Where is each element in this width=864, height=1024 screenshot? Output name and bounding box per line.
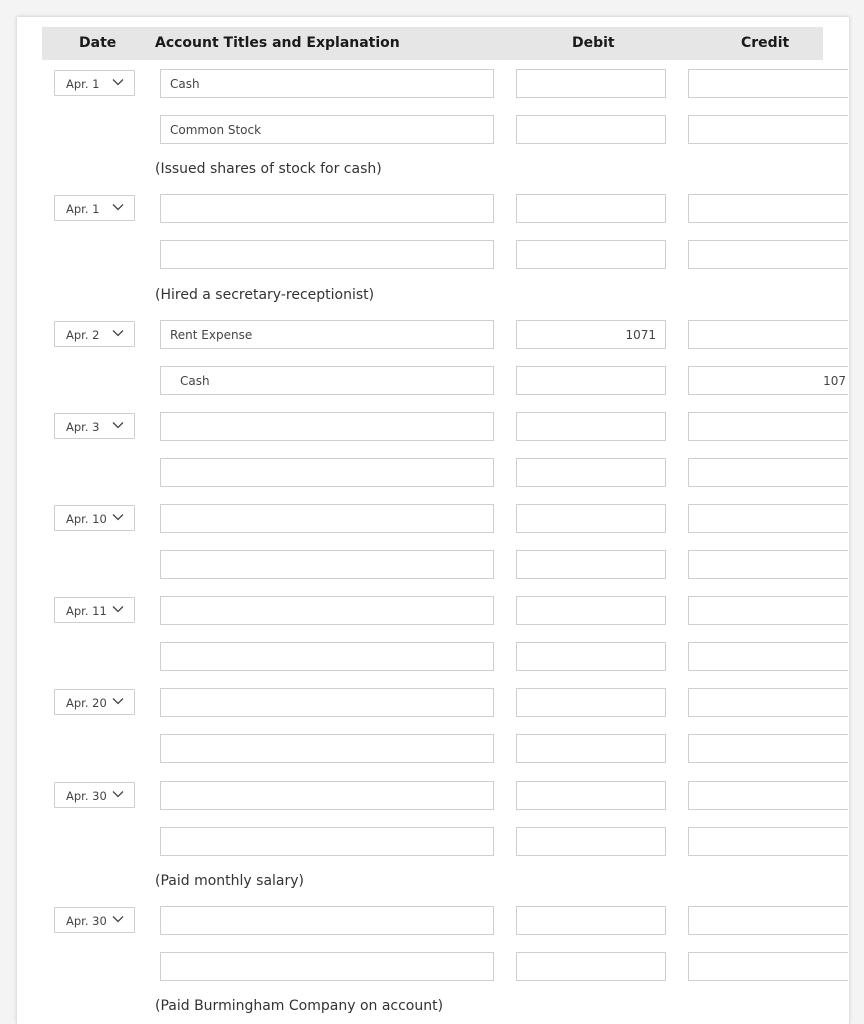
account-input[interactable] (160, 734, 494, 763)
account-input[interactable] (160, 115, 494, 144)
debit-input[interactable] (516, 781, 666, 810)
account-input[interactable] (160, 550, 494, 579)
credit-input[interactable] (688, 194, 848, 223)
chevron-down-icon (112, 327, 124, 339)
credit-input[interactable] (688, 827, 848, 856)
credit-input[interactable] (688, 642, 848, 671)
credit-input[interactable] (688, 952, 848, 981)
credit-input[interactable] (688, 115, 848, 144)
date-select-value: Apr. 20 (66, 696, 107, 710)
account-input[interactable] (160, 366, 494, 395)
account-input[interactable] (160, 194, 494, 223)
account-input[interactable] (160, 240, 494, 269)
date-select[interactable] (54, 505, 135, 531)
entry-explanation: (Issued shares of stock for cash) (155, 161, 382, 177)
date-select-value: Apr. 3 (66, 420, 100, 434)
header-account: Account Titles and Explanation (155, 35, 400, 51)
entry-explanation: (Paid Burmingham Company on account) (155, 998, 444, 1014)
debit-input[interactable] (516, 115, 666, 144)
date-select-value: Apr. 11 (66, 604, 107, 618)
date-select-value: Apr. 2 (66, 328, 100, 342)
chevron-down-icon (112, 913, 124, 925)
debit-input[interactable] (516, 504, 666, 533)
chevron-down-icon (112, 201, 124, 213)
chevron-down-icon (112, 695, 124, 707)
date-select-value: Apr. 1 (66, 202, 100, 216)
credit-input[interactable] (688, 781, 848, 810)
debit-input[interactable] (516, 458, 666, 487)
header-debit: Debit (572, 35, 615, 51)
debit-input[interactable] (516, 194, 666, 223)
account-input[interactable] (160, 952, 494, 981)
credit-input[interactable] (688, 550, 848, 579)
date-select[interactable] (54, 689, 135, 715)
credit-input[interactable] (688, 734, 848, 763)
credit-input[interactable] (688, 240, 848, 269)
account-input[interactable] (160, 69, 494, 98)
header-date: Date (79, 35, 117, 51)
account-input[interactable] (160, 688, 494, 717)
account-input[interactable] (160, 596, 494, 625)
date-select[interactable] (54, 321, 135, 347)
date-select[interactable] (54, 195, 135, 221)
debit-input[interactable] (516, 952, 666, 981)
account-input[interactable] (160, 827, 494, 856)
chevron-down-icon (112, 788, 124, 800)
account-input[interactable] (160, 781, 494, 810)
date-select[interactable] (54, 413, 135, 439)
account-input[interactable] (160, 642, 494, 671)
debit-input[interactable] (516, 596, 666, 625)
account-value: Rent Expense (170, 328, 253, 342)
date-select-value: Apr. 1 (66, 77, 100, 91)
date-select[interactable] (54, 597, 135, 623)
debit-input[interactable] (516, 366, 666, 395)
date-select-value: Apr. 10 (66, 512, 107, 526)
entry-explanation: (Paid monthly salary) (155, 873, 304, 889)
credit-input[interactable] (688, 412, 848, 441)
debit-input[interactable] (516, 69, 666, 98)
date-select-value: Apr. 30 (66, 789, 107, 803)
account-value: Common Stock (170, 123, 262, 137)
debit-input[interactable] (516, 240, 666, 269)
entry-explanation: (Hired a secretary-receptionist) (155, 287, 375, 303)
credit-input[interactable] (688, 596, 848, 625)
debit-input[interactable] (516, 320, 666, 349)
chevron-down-icon (112, 603, 124, 615)
date-select[interactable] (54, 907, 135, 933)
account-input[interactable] (160, 320, 494, 349)
credit-input[interactable] (688, 906, 848, 935)
table-header (42, 27, 823, 60)
date-select[interactable] (54, 70, 135, 96)
account-input[interactable] (160, 906, 494, 935)
journal-entry-panel (16, 17, 850, 1024)
credit-input[interactable] (688, 458, 848, 487)
debit-value: 1071 (625, 328, 656, 342)
chevron-down-icon (112, 511, 124, 523)
debit-input[interactable] (516, 734, 666, 763)
credit-value: 107 (823, 374, 846, 388)
chevron-down-icon (112, 76, 124, 88)
account-value: Cash (170, 77, 200, 91)
chevron-down-icon (112, 419, 124, 431)
date-select-value: Apr. 30 (66, 914, 107, 928)
debit-input[interactable] (516, 412, 666, 441)
header-credit: Credit (741, 35, 790, 51)
credit-input[interactable] (688, 504, 848, 533)
account-value: Cash (180, 374, 210, 388)
credit-input[interactable] (688, 69, 848, 98)
account-input[interactable] (160, 504, 494, 533)
debit-input[interactable] (516, 827, 666, 856)
debit-input[interactable] (516, 642, 666, 671)
date-select[interactable] (54, 782, 135, 808)
credit-input[interactable] (688, 688, 848, 717)
debit-input[interactable] (516, 688, 666, 717)
credit-input[interactable] (688, 320, 848, 349)
debit-input[interactable] (516, 906, 666, 935)
debit-input[interactable] (516, 550, 666, 579)
account-input[interactable] (160, 412, 494, 441)
account-input[interactable] (160, 458, 494, 487)
credit-input[interactable] (688, 366, 848, 395)
